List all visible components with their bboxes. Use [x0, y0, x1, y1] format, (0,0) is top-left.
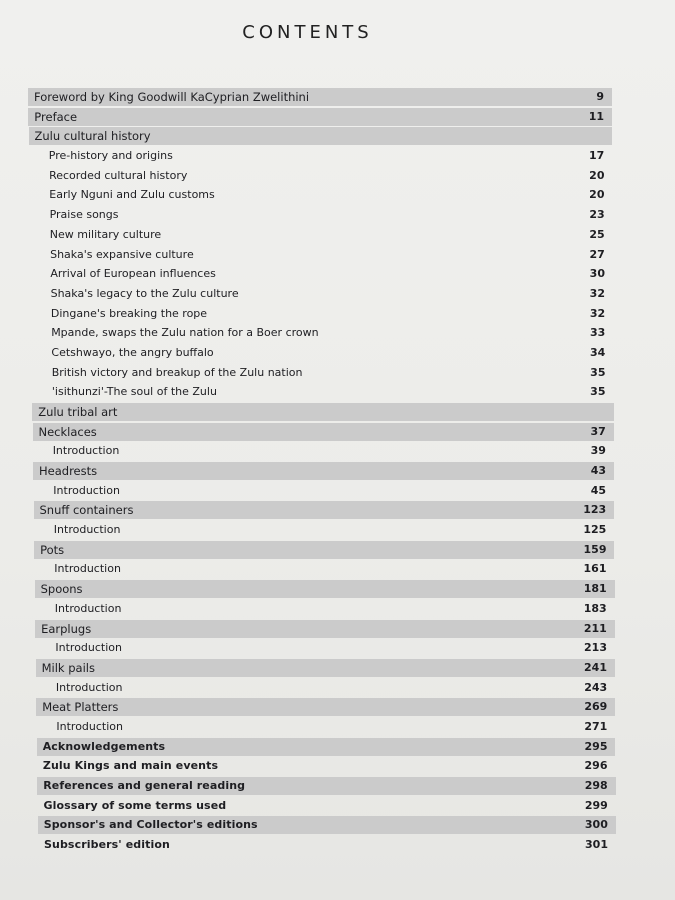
toc-page-number: 123 — [583, 503, 607, 517]
toc-page-number: 27 — [589, 247, 605, 261]
toc-subentry — [31, 324, 613, 342]
toc-subentry — [30, 246, 613, 264]
toc-page-number: 301 — [585, 838, 608, 851]
toc-page-number: 33 — [589, 326, 606, 340]
toc-subentry — [29, 186, 612, 204]
toc-page-number: 34 — [589, 345, 606, 359]
toc-entry — [34, 501, 615, 519]
toc-subentry — [36, 679, 615, 697]
toc-page-number: 271 — [584, 719, 608, 733]
toc-entry — [29, 127, 613, 145]
toc-entry-title: Praise songs — [49, 208, 119, 222]
toc-entry — [37, 757, 616, 775]
toc-entry-title: Introduction — [54, 562, 121, 576]
toc-page-number: 30 — [589, 267, 605, 281]
toc-entry-title: Zulu cultural history — [34, 129, 151, 144]
toc-page-number: 296 — [584, 759, 608, 773]
toc-entry-title: Shaka's legacy to the Zulu culture — [50, 286, 239, 300]
toc-subentry — [29, 147, 613, 165]
toc-entry-title: Arrival of European influences — [50, 267, 216, 281]
toc-subentry — [30, 226, 613, 244]
toc-subentry — [34, 521, 615, 539]
toc-subentry — [31, 285, 613, 303]
toc-subentry — [36, 718, 615, 736]
toc-entry-title: Sponsor's and Collector's editions — [43, 818, 258, 832]
toc-entry — [38, 797, 616, 815]
toc-entry — [33, 423, 614, 441]
toc-subentry — [30, 265, 613, 283]
toc-entry-title: Spoons — [40, 582, 83, 597]
toc-page-number: 9 — [596, 90, 604, 103]
toc-entry-title: Introduction — [53, 523, 121, 537]
toc-page-number: 32 — [589, 286, 605, 300]
toc-page-number: 241 — [584, 660, 607, 674]
toc-entry-title: Introduction — [53, 483, 120, 497]
toc-entry-title: Introduction — [55, 641, 123, 655]
toc-page-number: 11 — [588, 109, 605, 123]
toc-entry-title: Introduction — [56, 719, 124, 733]
toc-entry-title: Introduction — [54, 601, 122, 615]
toc-page-number: 300 — [584, 818, 608, 832]
toc-page-number: 181 — [583, 582, 607, 596]
toc-entry-title: Glossary of some terms used — [43, 798, 227, 812]
toc-page-number: 17 — [588, 149, 605, 163]
toc-page-number: 295 — [584, 739, 608, 753]
toc-page-number: 37 — [590, 424, 606, 438]
toc-entry-title: Zulu tribal art — [38, 404, 118, 419]
toc-subentry — [35, 600, 615, 618]
toc-entry-title: Headrests — [39, 464, 98, 478]
toc-entry-title: Necklaces — [38, 424, 97, 439]
toc-entry — [33, 462, 614, 480]
toc-entry-title: Zulu Kings and main events — [42, 759, 219, 773]
toc-page-number: 23 — [589, 208, 605, 222]
toc-subentry — [29, 167, 612, 185]
toc-subentry — [34, 560, 614, 578]
toc-entry-title: Meat Platters — [42, 700, 119, 715]
toc-entry-title: Acknowledgements — [42, 739, 166, 753]
toc-entry-title: Milk pails — [41, 660, 95, 675]
toc-page-number: 213 — [584, 641, 607, 655]
toc-entry-title: Pots — [40, 542, 65, 557]
toc-subentry — [32, 364, 614, 382]
toc-page-number: 20 — [589, 168, 605, 182]
toc-page-number: 20 — [589, 188, 605, 202]
toc-page-number: 35 — [590, 385, 606, 399]
toc-subentry — [31, 305, 613, 323]
toc-page-number: 298 — [584, 778, 608, 792]
toc-entry-title: Subscribers' edition — [44, 838, 170, 851]
toc-page-number: 25 — [589, 227, 605, 241]
toc-entry — [37, 777, 616, 795]
toc-page-number: 159 — [583, 542, 607, 556]
toc-page-number: 32 — [589, 306, 606, 320]
toc-entry-title: Early Nguni and Zulu customs — [49, 188, 215, 202]
toc-entry-title: 'isithunzi'-The soul of the Zulu — [51, 385, 217, 399]
toc-entry — [28, 88, 612, 106]
toc-page-number: 243 — [584, 680, 608, 694]
toc-page-number: 269 — [584, 700, 608, 714]
toc-entry — [35, 620, 615, 638]
toc-entry — [37, 738, 616, 756]
toc-entry-title: Introduction — [52, 444, 120, 458]
toc-entry-title: Introduction — [55, 680, 123, 694]
toc-entry — [34, 541, 614, 559]
toc-entry-title: Recorded cultural history — [49, 168, 188, 182]
toc-subentry — [31, 344, 613, 362]
toc-subentry — [35, 639, 615, 657]
toc-entry-title: Earplugs — [41, 621, 92, 636]
toc-entry — [38, 816, 616, 834]
toc-entry-title: Foreword by King Goodwill KaCyprian Zwelithini — [34, 90, 310, 104]
contents-list — [0, 84, 675, 864]
toc-page-number: 299 — [584, 798, 608, 812]
page-title: CONTENTS — [242, 22, 373, 43]
toc-entry-title: Snuff containers — [39, 503, 134, 518]
toc-entry — [36, 659, 615, 677]
toc-entry-title: Dingane's breaking the rope — [50, 306, 208, 320]
toc-page-number: 43 — [590, 464, 606, 477]
toc-page-number: 35 — [590, 365, 606, 379]
toc-page-number: 45 — [590, 483, 607, 497]
toc-subentry — [33, 442, 614, 460]
toc-entry-title: British victory and breakup of the Zulu nation — [51, 365, 303, 379]
toc-entry-title: Cetshwayo, the angry buffalo — [51, 345, 214, 359]
toc-entry — [32, 403, 614, 421]
toc-subentry — [30, 206, 613, 224]
toc-entry-title: Mpande, swaps the Zulu nation for a Boer crown — [51, 326, 319, 340]
toc-entry — [28, 108, 612, 126]
toc-entry-title: New military culture — [49, 227, 162, 241]
toc-entry-title: Shaka's expansive culture — [50, 247, 194, 261]
toc-page-number: 39 — [590, 444, 606, 458]
toc-entry-title: References and general reading — [43, 778, 246, 792]
toc-page-number: 183 — [583, 601, 607, 615]
toc-subentry — [33, 482, 614, 500]
toc-page-number: 211 — [583, 621, 607, 635]
toc-subentry — [32, 383, 614, 401]
toc-page-number: 161 — [583, 562, 607, 576]
toc-entry — [36, 698, 615, 716]
toc-entry — [35, 580, 615, 598]
toc-entry — [38, 836, 616, 854]
toc-page-number: 125 — [583, 523, 607, 537]
toc-entry-title: Preface — [34, 109, 78, 124]
toc-entry-title: Pre-history and origins — [48, 149, 173, 163]
